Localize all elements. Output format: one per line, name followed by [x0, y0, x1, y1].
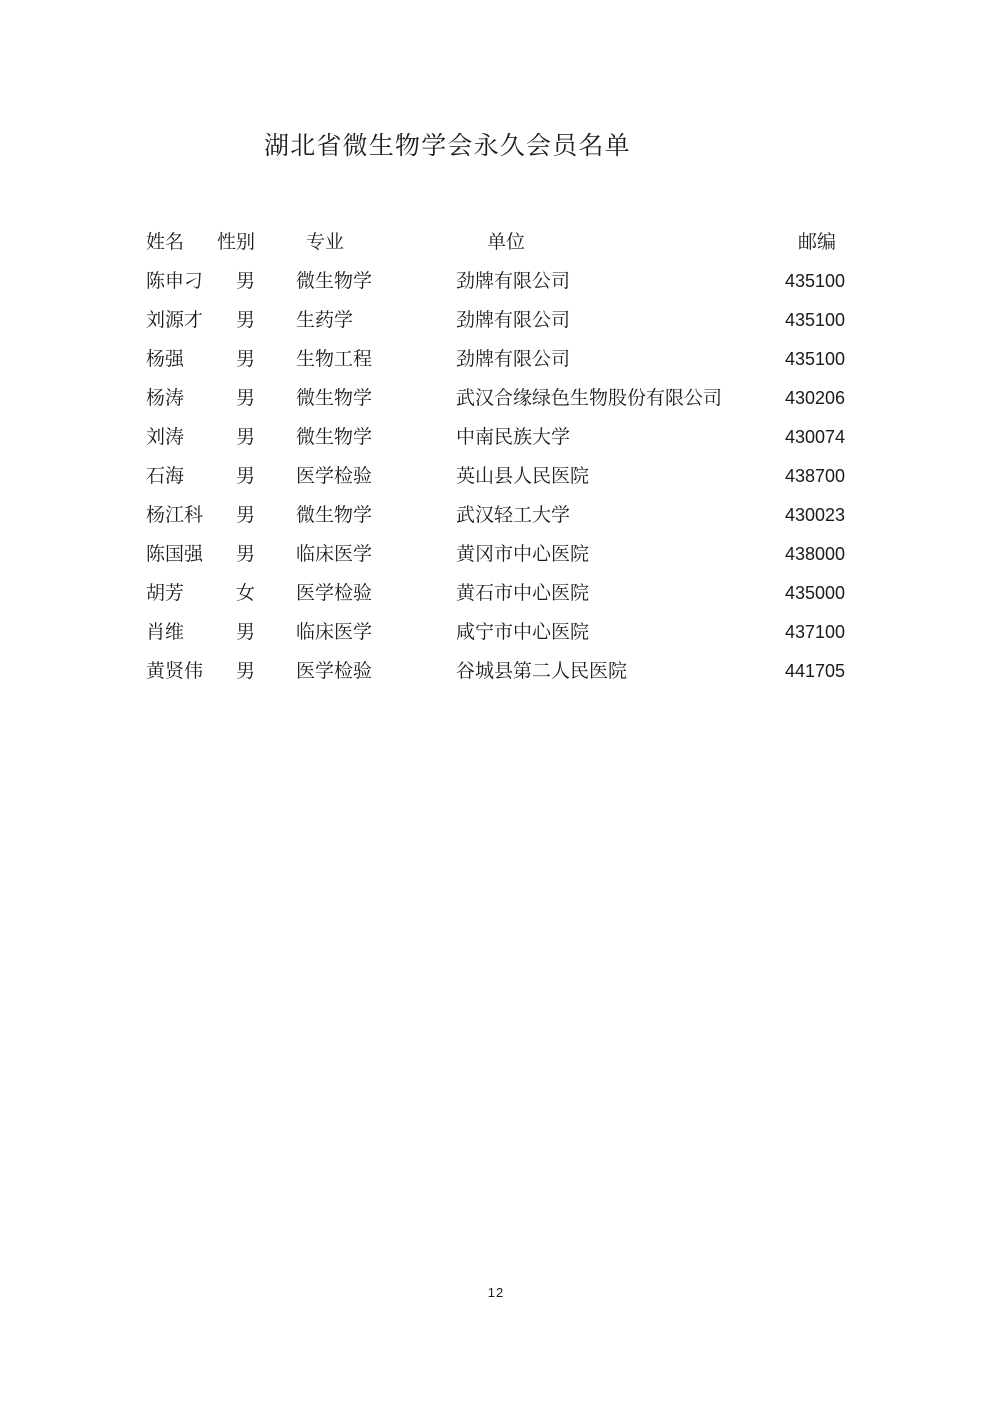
- member-gender: 男: [236, 348, 256, 370]
- member-gender: 男: [236, 660, 256, 682]
- member-zip: 438000: [785, 544, 846, 564]
- member-name: 杨强: [146, 348, 185, 370]
- member-zip: 438700: [785, 466, 846, 486]
- member-name: 黄贤伟: [146, 660, 204, 682]
- member-unit: 谷城县第二人民医院: [456, 660, 628, 682]
- member-gender: 女: [236, 582, 256, 604]
- page-number: 12: [487, 1285, 505, 1300]
- member-name: 杨江科: [146, 504, 204, 526]
- roster-row: [0, 342, 992, 381]
- roster-row: [0, 615, 992, 654]
- roster-row: [0, 537, 992, 576]
- member-major: 医学检验: [296, 660, 373, 682]
- member-unit: 劲牌有限公司: [456, 348, 571, 370]
- roster-row: [0, 264, 992, 303]
- header-unit: 单位: [487, 231, 526, 253]
- member-name: 陈国强: [146, 543, 204, 565]
- member-gender: 男: [236, 270, 256, 292]
- member-zip: 435000: [785, 583, 846, 603]
- member-gender: 男: [236, 621, 256, 643]
- member-name: 刘涛: [146, 426, 185, 448]
- member-name: 陈申刁: [146, 270, 204, 292]
- member-zip: 435100: [785, 271, 846, 291]
- member-gender: 男: [236, 543, 256, 565]
- member-gender: 男: [236, 465, 256, 487]
- member-name: 肖维: [146, 621, 185, 643]
- member-unit: 中南民族大学: [456, 426, 571, 448]
- member-zip: 435100: [785, 310, 846, 330]
- member-major: 临床医学: [296, 621, 373, 643]
- member-unit: 劲牌有限公司: [456, 270, 571, 292]
- roster-row: [0, 498, 992, 537]
- member-name: 刘源才: [146, 309, 204, 331]
- roster-row: [0, 576, 992, 615]
- header-zip: 邮编: [798, 231, 837, 253]
- member-major: 生药学: [296, 309, 354, 331]
- member-zip: 430206: [785, 388, 846, 408]
- member-major: 临床医学: [296, 543, 373, 565]
- member-name: 石海: [146, 465, 185, 487]
- member-unit: 英山县人民医院: [456, 465, 590, 487]
- roster-header-row: [0, 225, 992, 264]
- member-gender: 男: [236, 426, 256, 448]
- member-zip: 441705: [785, 661, 846, 681]
- member-zip: 435100: [785, 349, 846, 369]
- page-title: 湖北省微生物学会永久会员名单: [264, 131, 631, 160]
- member-unit: 咸宁市中心医院: [456, 621, 590, 643]
- member-name: 胡芳: [146, 582, 185, 604]
- member-major: 医学检验: [296, 582, 373, 604]
- member-zip: 430023: [785, 505, 846, 525]
- roster-row: [0, 381, 992, 420]
- member-gender: 男: [236, 504, 256, 526]
- roster-row: [0, 303, 992, 342]
- roster-row: [0, 654, 992, 693]
- member-major: 微生物学: [296, 387, 373, 409]
- member-major: 微生物学: [296, 270, 373, 292]
- member-major: 医学检验: [296, 465, 373, 487]
- header-gender: 性别: [217, 231, 256, 253]
- member-gender: 男: [236, 309, 256, 331]
- member-unit: 武汉合缘绿色生物股份有限公司: [456, 387, 723, 409]
- member-unit: 黄石市中心医院: [456, 582, 590, 604]
- header-name: 姓名: [146, 231, 185, 253]
- member-major: 生物工程: [296, 348, 373, 370]
- roster-row: [0, 459, 992, 498]
- member-unit: 劲牌有限公司: [456, 309, 571, 331]
- member-gender: 男: [236, 387, 256, 409]
- member-zip: 437100: [785, 622, 846, 642]
- roster-row: [0, 420, 992, 459]
- member-unit: 武汉轻工大学: [456, 504, 571, 526]
- member-unit: 黄冈市中心医院: [456, 543, 590, 565]
- member-major: 微生物学: [296, 426, 373, 448]
- header-major: 专业: [306, 231, 345, 253]
- member-roster: [0, 225, 992, 693]
- member-zip: 430074: [785, 427, 846, 447]
- member-name: 杨涛: [146, 387, 185, 409]
- member-major: 微生物学: [296, 504, 373, 526]
